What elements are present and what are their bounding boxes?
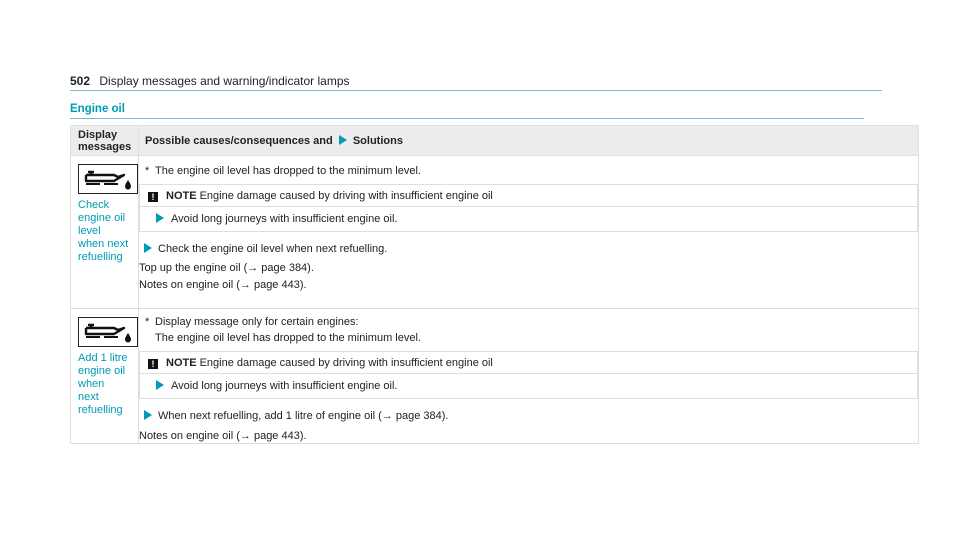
warning-icon: ! [148, 192, 158, 202]
header-divider [70, 90, 882, 91]
note-box [139, 351, 918, 399]
causes-cell [139, 156, 919, 309]
message-cell [71, 309, 139, 444]
display-messages-table [70, 125, 919, 444]
note-step-text: Avoid long journeys with insufficient engine oil. [171, 380, 398, 392]
cause-text: Display message only for certain engines: [155, 316, 359, 328]
step-arrow-icon [156, 380, 164, 390]
section-title: Engine oil [70, 103, 125, 115]
note-text: Engine damage caused by driving with insufficient engine oil [199, 190, 493, 202]
info-line: Notes on engine oil (→ page 443). [139, 279, 307, 291]
cause-text-line2: The engine oil level has dropped to the minimum level. [155, 332, 421, 344]
info-line: Notes on engine oil (→ page 443). [139, 430, 307, 442]
solution-arrow-icon [339, 135, 347, 145]
step-arrow-icon [156, 213, 164, 223]
column-header-solutions-label: Solutions [352, 135, 403, 147]
solution-step [139, 242, 918, 256]
page-number: 502 [70, 74, 91, 88]
asterisk-icon: * [145, 165, 150, 177]
info-line: Top up the engine oil (→ page 384). [139, 262, 314, 274]
message-text-line1: Check engine oil level [78, 199, 126, 237]
oil-can-level-icon [78, 317, 138, 347]
message-cell [71, 156, 139, 309]
note-text: Engine damage caused by driving with insufficient engine oil [199, 357, 493, 369]
cause-text: The engine oil level has dropped to the minimum level. [155, 165, 421, 177]
note-box [139, 184, 918, 232]
solution-step [139, 409, 918, 423]
table-row [71, 156, 919, 309]
column-header-causes-label: Possible causes/consequences and [145, 135, 333, 147]
note-step-text: Avoid long journeys with insufficient engine oil. [171, 213, 398, 225]
section-divider [70, 118, 864, 119]
solution-step-text: When next refuelling, add 1 litre of engine oil (→ page 384). [158, 410, 449, 422]
causes-cell [139, 309, 919, 444]
message-text-line2: when next refuelling [78, 238, 129, 263]
step-arrow-icon [144, 243, 152, 253]
message-text-line2: next refuelling [78, 391, 123, 416]
solution-step-text: Check the engine oil level when next refuelling. [158, 243, 388, 255]
star-line [139, 315, 918, 329]
asterisk-icon: * [145, 316, 150, 328]
page-header [70, 74, 350, 88]
oil-can-level-icon [78, 164, 138, 194]
page-header-title: Display messages and warning/indicator lamps [99, 74, 350, 88]
column-header-causes [139, 126, 919, 156]
note-label: NOTE [166, 357, 197, 369]
column-header-display-messages: Display messages [71, 126, 139, 156]
table-header-row [71, 126, 919, 156]
note-label: NOTE [166, 190, 197, 202]
step-arrow-icon [144, 410, 152, 420]
table-row [71, 309, 919, 444]
star-line [139, 164, 918, 178]
warning-icon: ! [148, 359, 158, 369]
message-text-line1: Add 1 litre engine oil when [78, 352, 128, 390]
